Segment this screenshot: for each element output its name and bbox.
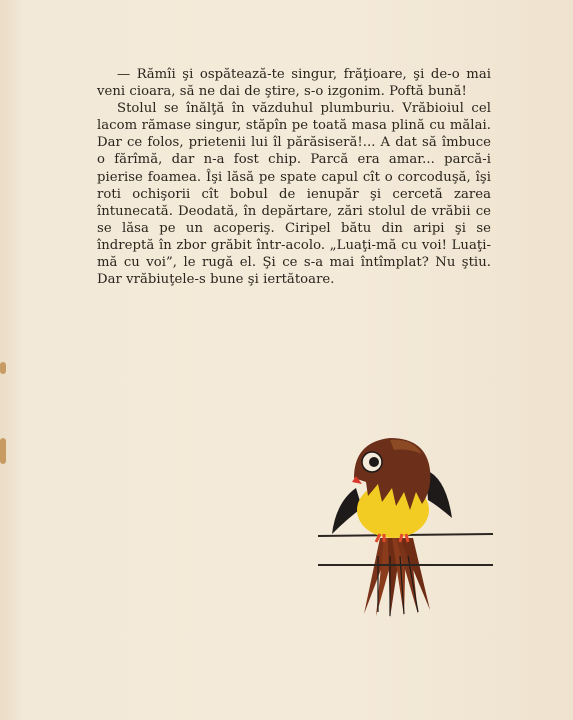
story-text [97, 66, 491, 288]
page-stain [0, 438, 6, 464]
paragraph-narration: Stolul se înălţă în văzduhul plumburiu. Vrăbioiul cel lacom rămase singur, stăpîn pe toată masa plină cu mălai. Dar ce folos, prietenii lui îl părăsiseră!... A dat să îmbuce o fărîmă, dar n-a fost chip. Parcă era amar... parcă-i pierise foamea. Îşi lăsă pe spate capul cît o corcoduşă, îşi roti ochişorii cît bobul de ienupăr şi cercetă zarea întunecată. Deodată, în depărtare, zări stolul de vrăbii ce se lăsa pe un acoperiş. Ciripel bătu din aripi şi se îndreptă în zbor grăbit într-acolo. „Luaţi-mă cu voi! Luaţi-mă cu voi”, le rugă el. Şi ce s-a mai întîmplat? Nu ştiu. Dar vrăbiuţele-s bune şi iertătoare. [97, 101, 491, 288]
paragraph-dialogue: — Rămîi şi ospătează-te singur, frăţioare, şi de-o mai veni cioara, să ne dai de ştire, s-o izgonim. Poftă bună! [97, 67, 491, 100]
sparrow-illustration [318, 426, 493, 621]
bird-tail [364, 538, 430, 618]
page-stain [0, 362, 6, 374]
